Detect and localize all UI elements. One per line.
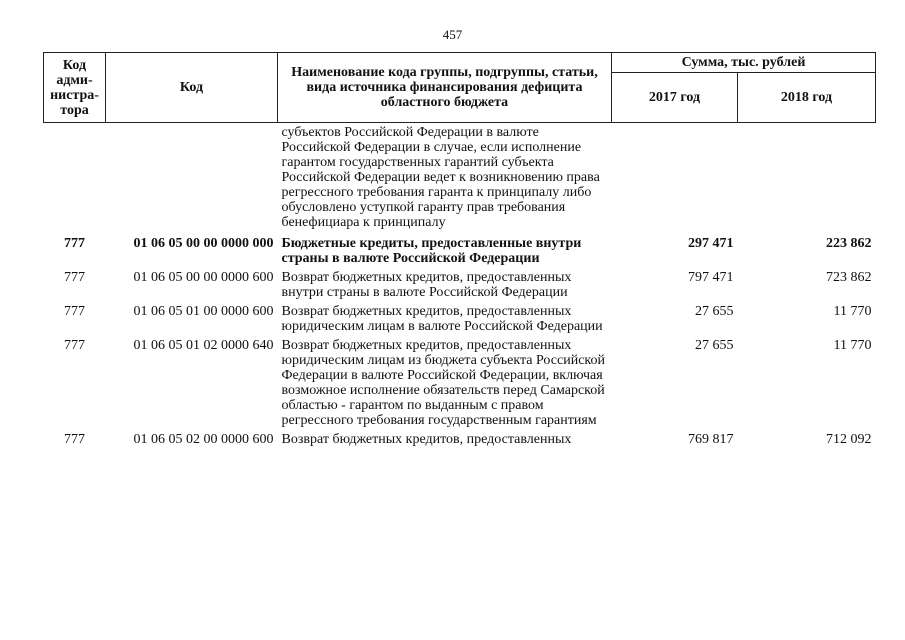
table-header: [44, 53, 876, 123]
cell-amount-2017: 27 655: [695, 338, 734, 353]
cell-code: 01 06 05 02 00 0000 600: [133, 432, 274, 447]
cell-admin-code: 777: [64, 432, 85, 447]
cell-amount-2017: 297 471: [688, 236, 734, 251]
cell-admin-code: 777: [64, 236, 85, 251]
continuation-2017: [612, 123, 738, 237]
cell-name: Возврат бюджетных кредитов, предоставленных внутри страны в валюте Российской Федерации: [281, 270, 572, 300]
cell-admin-code: 777: [64, 270, 85, 285]
cell-name: Бюджетные кредиты, предоставленные внутри страны в валюте Российской Федерации: [281, 236, 582, 266]
cell-amount-2018: 223 862: [826, 236, 872, 251]
cell-amount-2018: 11 770: [833, 338, 872, 353]
cell-code: 01 06 05 00 00 0000 000: [133, 236, 274, 251]
cell-amount-2018: 11 770: [833, 304, 872, 319]
page-number: 457: [442, 27, 463, 42]
header-name: Наименование кода группы, подгруппы, статьи, вида источника финансирования дефицита областного бюджета: [278, 53, 612, 123]
cell-name: Возврат бюджетных кредитов, предоставленных юридическим лицам в валюте Российской Федерации: [281, 304, 603, 334]
cell-code: 01 06 05 01 02 0000 640: [133, 338, 274, 353]
cell-amount-2018: 712 092: [826, 432, 872, 447]
cell-amount-2018: 723 862: [826, 270, 872, 285]
cell-name: Возврат бюджетных кредитов, предоставленных юридическим лицам из бюджета субъекта Российской Федерации в валюте Российской Федерации, включая возможное исполнение обязательств перед Самарской областью - гарантом по выданным с правом регрессного требования государственным гарантиям: [281, 338, 605, 428]
header-year-2017: 2017 год: [612, 73, 738, 123]
header-code: Код: [106, 53, 278, 123]
continuation-text: субъектов Российской Федерации в валюте Российской Федерации в случае, если исполнение гарантом государственных гарантий субъекта Российской Федерации ведет к возникновению права регрессного требования гаранта к принципалу либо обусловлено уступкой гаранту прав требования бенефициара к принципалу: [281, 125, 600, 230]
table-row: [44, 432, 876, 451]
table-row: [44, 338, 876, 432]
continuation-2018: [738, 123, 876, 237]
cell-code: 01 06 05 01 00 0000 600: [133, 304, 274, 319]
cell-amount-2017: 769 817: [688, 432, 734, 447]
cell-admin-code: 777: [64, 304, 85, 319]
table-body: [44, 123, 876, 452]
header-year-2018: 2018 год: [738, 73, 876, 123]
header-admin-code: Код адми-нистра-тора: [44, 53, 106, 123]
continuation-code: [106, 123, 278, 237]
cell-amount-2017: 797 471: [688, 270, 734, 285]
cell-name: Возврат бюджетных кредитов, предоставленных: [281, 432, 572, 447]
table-row: [44, 304, 876, 338]
cell-code: 01 06 05 00 00 0000 600: [133, 270, 274, 285]
cell-amount-2017: 27 655: [695, 304, 734, 319]
header-sum: Сумма, тыс. рублей: [612, 53, 876, 73]
continuation-admin: [44, 123, 106, 237]
cell-admin-code: 777: [64, 338, 85, 353]
budget-sources-table: [43, 52, 876, 451]
table-row: [44, 236, 876, 270]
continuation-row: [44, 123, 876, 237]
table-row: [44, 270, 876, 304]
